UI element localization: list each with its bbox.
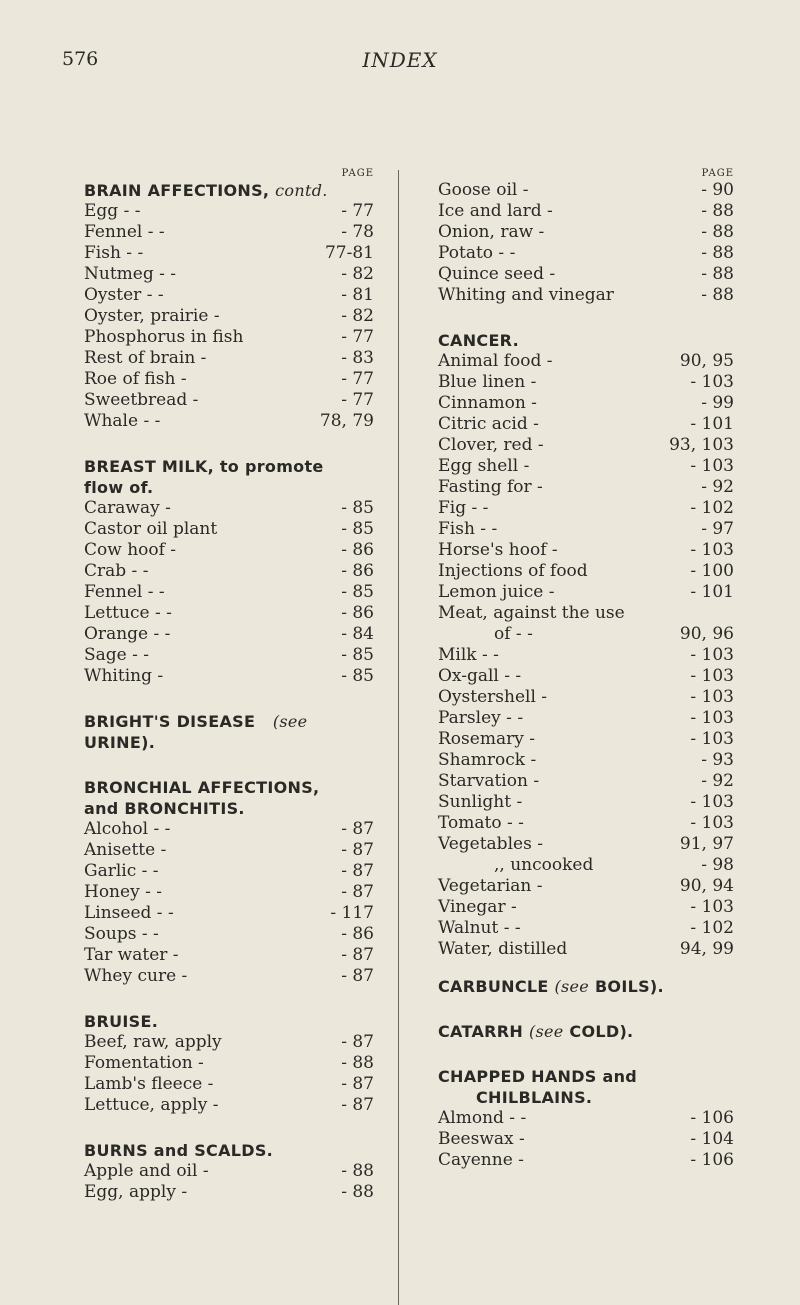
entry-page: - 88: [701, 243, 734, 263]
entry-page: - 117: [330, 903, 374, 923]
index-entry: [84, 945, 374, 966]
index-entry: [438, 351, 734, 372]
entry-name: Blue linen -: [438, 372, 537, 392]
entry-page: - 88: [341, 1161, 374, 1181]
entry-list-brain: [84, 201, 374, 432]
entry-name: Milk - -: [438, 645, 499, 665]
index-entry: [438, 243, 734, 264]
entry-page: - 103: [690, 792, 734, 812]
entry-page: 78, 79: [319, 411, 374, 431]
entry-page: - 97: [701, 519, 734, 539]
entry-name: Lettuce, apply -: [84, 1095, 219, 1115]
entry-page: - 82: [341, 306, 374, 326]
entry-name: Egg, apply -: [84, 1182, 188, 1202]
index-entry: [84, 645, 374, 666]
index-entry: [438, 180, 734, 201]
entry-name: Apple and oil -: [84, 1161, 209, 1181]
section-heading-bronchial-line2: and BRONCHITIS.: [84, 799, 245, 818]
entry-page: - 86: [341, 924, 374, 944]
index-entry: [438, 372, 734, 393]
index-entry: [438, 771, 734, 792]
entry-name: Whale - -: [84, 411, 161, 431]
entry-page: - 92: [701, 771, 734, 791]
section-heading-brights-line2: URINE).: [84, 733, 156, 752]
entry-page: - 106: [690, 1150, 734, 1170]
entry-page: - 87: [341, 1032, 374, 1052]
entry-name: Onion, raw -: [438, 222, 545, 242]
index-entry: [84, 1095, 374, 1116]
entry-page: - 101: [690, 582, 734, 602]
index-entry: [438, 1129, 734, 1150]
entry-name: Fish - -: [84, 243, 144, 263]
index-entry: [84, 1032, 374, 1053]
index-entry: [438, 582, 734, 603]
index-entry: [84, 924, 374, 945]
index-entry: [84, 819, 374, 840]
entry-name: Potato - -: [438, 243, 516, 263]
entry-page: - 84: [341, 624, 374, 644]
entry-page: - 85: [341, 666, 374, 686]
entry-page: 91, 97: [679, 834, 734, 854]
section-heading-brain: BRAIN AFFECTIONS, contd.: [84, 181, 328, 200]
entry-name: Lemon juice -: [438, 582, 555, 602]
entry-list-bronchial: [84, 819, 374, 987]
page-header: [0, 48, 800, 78]
entry-name: Alcohol - -: [84, 819, 171, 839]
entry-name: Shamrock -: [438, 750, 537, 770]
index-entry: [84, 666, 374, 687]
index-entry: [84, 582, 374, 603]
index-entry: [84, 1182, 374, 1203]
entry-name: Oyster - -: [84, 285, 164, 305]
index-entry: [84, 966, 374, 987]
column-divider: [398, 170, 399, 1305]
entry-name: Whiting and vinegar: [438, 285, 614, 305]
entry-page: - 85: [341, 582, 374, 602]
entry-name: Horse's hoof -: [438, 540, 558, 560]
entry-list-bruise: [84, 1032, 374, 1116]
entry-page: - 87: [341, 819, 374, 839]
index-entry: [438, 792, 734, 813]
index-entry: [84, 222, 374, 243]
entry-name: Ice and lard -: [438, 201, 553, 221]
entry-name: Oyster, prairie -: [84, 306, 220, 326]
entry-page: - 106: [690, 1108, 734, 1128]
entry-name: Fig - -: [438, 498, 489, 518]
entry-page: - 77: [341, 390, 374, 410]
index-entry: [438, 561, 734, 582]
entry-page: - 86: [341, 540, 374, 560]
entry-name: Almond - -: [438, 1108, 527, 1128]
entry-name: Lettuce - -: [84, 603, 172, 623]
section-heading-catarrh: CATARRH (see COLD).: [438, 1022, 634, 1041]
entry-page: - 103: [690, 687, 734, 707]
entry-name: Castor oil plant: [84, 519, 218, 539]
entry-list-burns: [84, 1161, 374, 1203]
entry-name: Fennel - -: [84, 222, 165, 242]
entry-name: Orange - -: [84, 624, 171, 644]
index-entry: [438, 414, 734, 435]
entry-page: - 87: [341, 966, 374, 986]
index-entry: [438, 645, 734, 666]
index-entry: [84, 498, 374, 519]
entry-page: - 102: [690, 498, 734, 518]
index-entry: [84, 624, 374, 645]
entry-page: - 87: [341, 882, 374, 902]
entry-name: Linseed - -: [84, 903, 174, 923]
entry-page: - 87: [341, 861, 374, 881]
entry-name: Ox-gall - -: [438, 666, 522, 686]
index-entry: [438, 708, 734, 729]
index-entry: [84, 519, 374, 540]
index-entry: [84, 285, 374, 306]
index-entry: [438, 918, 734, 939]
index-entry: [438, 834, 734, 855]
index-entry: [438, 540, 734, 561]
entry-page: - 103: [690, 645, 734, 665]
index-entry: [438, 519, 734, 540]
entry-page: - 85: [341, 519, 374, 539]
entry-name: Oystershell -: [438, 687, 548, 707]
index-entry: [438, 603, 734, 624]
entry-page: - 81: [341, 285, 374, 305]
index-entry: [438, 1150, 734, 1171]
entry-page: - 87: [341, 840, 374, 860]
entry-page: - 101: [690, 414, 734, 434]
index-entry: [438, 1108, 734, 1129]
entry-page: 90, 94: [679, 876, 734, 896]
entry-name: Parsley - -: [438, 708, 524, 728]
index-entry: [84, 390, 374, 411]
section-heading-burns: BURNS and SCALDS.: [84, 1141, 274, 1160]
entry-page: - 103: [690, 708, 734, 728]
entry-name: Beef, raw, apply: [84, 1032, 222, 1052]
entry-page: - 85: [341, 498, 374, 518]
entry-name: Fennel - -: [84, 582, 165, 602]
index-entry: [84, 840, 374, 861]
entry-list-continued: [438, 180, 734, 306]
index-entry: [438, 393, 734, 414]
entry-name: Tomato - -: [438, 813, 524, 833]
index-entry: [438, 939, 734, 960]
entry-page: - 103: [690, 813, 734, 833]
index-entry: [84, 1074, 374, 1095]
entry-name: Fasting for -: [438, 477, 543, 497]
page-label: PAGE: [341, 168, 374, 179]
entry-name: Water, distilled: [438, 939, 568, 959]
entry-page: - 86: [341, 603, 374, 623]
entry-page: - 92: [701, 477, 734, 497]
entry-page: - 77: [341, 327, 374, 347]
index-entry: [84, 327, 374, 348]
entry-name: Walnut - -: [438, 918, 521, 938]
entry-name: Vegetables -: [438, 834, 543, 854]
entry-page: - 99: [701, 393, 734, 413]
index-entry: [438, 222, 734, 243]
entry-page: - 103: [690, 729, 734, 749]
entry-name: Phosphorus in fish: [84, 327, 244, 347]
entry-name: Tar water -: [84, 945, 179, 965]
index-entry: [84, 306, 374, 327]
entry-page: - 88: [701, 264, 734, 284]
entry-name: Cayenne -: [438, 1150, 524, 1170]
entry-name: Egg - -: [84, 201, 141, 221]
section-heading-chapped-line2: CHILBLAINS.: [476, 1088, 593, 1107]
entry-name: Roe of fish -: [84, 369, 187, 389]
entry-page: - 104: [690, 1129, 734, 1149]
index-entry: [438, 285, 734, 306]
entry-page: - 100: [690, 561, 734, 581]
entry-name: Garlic - -: [84, 861, 159, 881]
index-entry: [438, 876, 734, 897]
entry-page: - 77: [341, 369, 374, 389]
index-entry: [84, 264, 374, 285]
entry-name: Cinnamon -: [438, 393, 537, 413]
entry-page: - 88: [701, 285, 734, 305]
page-label: PAGE: [701, 168, 734, 179]
entry-name: Sage - -: [84, 645, 150, 665]
entry-name: Whey cure -: [84, 966, 188, 986]
section-heading-breast-milk: BREAST MILK, to promote: [84, 457, 324, 476]
left-column: [84, 168, 374, 1203]
index-entry: [84, 861, 374, 882]
index-entry: [438, 666, 734, 687]
entry-name: Cow hoof -: [84, 540, 177, 560]
entry-name: Vegetarian -: [438, 876, 543, 896]
section-heading-brights: BRIGHT'S DISEASE (see: [84, 712, 308, 731]
entry-page: 94, 99: [679, 939, 734, 959]
index-entry: [438, 729, 734, 750]
section-heading-bruise: BRUISE.: [84, 1012, 159, 1031]
index-entry: [438, 687, 734, 708]
entry-page: - 88: [701, 222, 734, 242]
index-entry: [84, 561, 374, 582]
index-entry: [84, 411, 374, 432]
right-column: [438, 168, 734, 1171]
entry-name: Vinegar -: [438, 897, 517, 917]
entry-page: - 102: [690, 918, 734, 938]
entry-name: Clover, red -: [438, 435, 544, 455]
index-entry: [438, 813, 734, 834]
entry-name: Soups - -: [84, 924, 159, 944]
entry-name: Citric acid -: [438, 414, 539, 434]
entry-name: Animal food -: [438, 351, 553, 371]
entry-page: - 103: [690, 456, 734, 476]
section-heading-carbuncle: CARBUNCLE (see BOILS).: [438, 977, 664, 996]
entry-page: - 88: [341, 1182, 374, 1202]
entry-page: - 103: [690, 372, 734, 392]
entry-page: - 87: [341, 945, 374, 965]
entry-page: - 87: [341, 1095, 374, 1115]
entry-name: Anisette -: [84, 840, 167, 860]
entry-name: Rosemary -: [438, 729, 535, 749]
entry-page: - 86: [341, 561, 374, 581]
entry-page: - 82: [341, 264, 374, 284]
running-title: INDEX: [362, 48, 438, 72]
entry-list-chapped: [438, 1108, 734, 1171]
section-heading-chapped: CHAPPED HANDS and: [438, 1067, 638, 1086]
index-entry: [438, 435, 734, 456]
entry-page: 93, 103: [669, 435, 734, 455]
entry-name: Goose oil -: [438, 180, 529, 200]
entry-name: Egg shell -: [438, 456, 530, 476]
entry-name: Crab - -: [84, 561, 149, 581]
index-entry: [84, 540, 374, 561]
entry-page: 90, 96: [679, 624, 734, 644]
index-entry: [84, 369, 374, 390]
entry-list-breast-milk: [84, 498, 374, 687]
index-entry: [84, 1053, 374, 1074]
section-heading-bronchial: BRONCHIAL AFFECTIONS,: [84, 778, 320, 797]
entry-page: 90, 95: [679, 351, 734, 371]
index-entry: [438, 498, 734, 519]
entry-name: Quince seed -: [438, 264, 556, 284]
entry-page: - 88: [341, 1053, 374, 1073]
entry-page: - 103: [690, 897, 734, 917]
entry-name: Caraway -: [84, 498, 171, 518]
index-entry: [438, 750, 734, 771]
entry-page: - 103: [690, 540, 734, 560]
entry-name: of - -: [494, 624, 533, 644]
index-entry: [84, 348, 374, 369]
index-entry: [438, 201, 734, 222]
entry-name: Rest of brain -: [84, 348, 207, 368]
entry-name: Whiting -: [84, 666, 164, 686]
index-entry: [438, 264, 734, 285]
entry-page: - 87: [341, 1074, 374, 1094]
entry-name: Meat, against the use: [438, 603, 625, 623]
index-entry: [84, 243, 374, 264]
index-entry: [84, 1161, 374, 1182]
index-entry: [438, 477, 734, 498]
entry-name: ,, uncooked: [494, 855, 594, 875]
entry-name: Injections of food: [438, 561, 588, 581]
index-entry: [84, 882, 374, 903]
index-entry: [438, 897, 734, 918]
entry-page: - 88: [701, 201, 734, 221]
entry-page: - 93: [701, 750, 734, 770]
index-entry: [84, 603, 374, 624]
page-number: 576: [62, 48, 99, 70]
entry-name: Fomentation -: [84, 1053, 204, 1073]
index-entry: [438, 456, 734, 477]
section-heading-cancer: CANCER.: [438, 331, 519, 350]
entry-name: Nutmeg - -: [84, 264, 177, 284]
entry-name: Starvation -: [438, 771, 540, 791]
entry-name: Sweetbread -: [84, 390, 199, 410]
entry-page: 77-81: [324, 243, 374, 263]
index-entry: [84, 201, 374, 222]
entry-page: - 103: [690, 666, 734, 686]
section-heading-breast-milk-line2: flow of.: [84, 478, 154, 497]
entry-page: - 83: [341, 348, 374, 368]
entry-name: Lamb's fleece -: [84, 1074, 214, 1094]
entry-name: Sunlight -: [438, 792, 523, 812]
index-entry: [438, 624, 734, 645]
entry-page: - 90: [701, 180, 734, 200]
entry-page: - 98: [701, 855, 734, 875]
entry-name: Fish - -: [438, 519, 498, 539]
index-entry: [438, 855, 734, 876]
entry-name: Honey - -: [84, 882, 162, 902]
entry-page: - 77: [341, 201, 374, 221]
entry-page: - 85: [341, 645, 374, 665]
entry-list-cancer: [438, 351, 734, 960]
index-entry: [84, 903, 374, 924]
entry-page: - 78: [341, 222, 374, 242]
entry-name: Beeswax -: [438, 1129, 525, 1149]
